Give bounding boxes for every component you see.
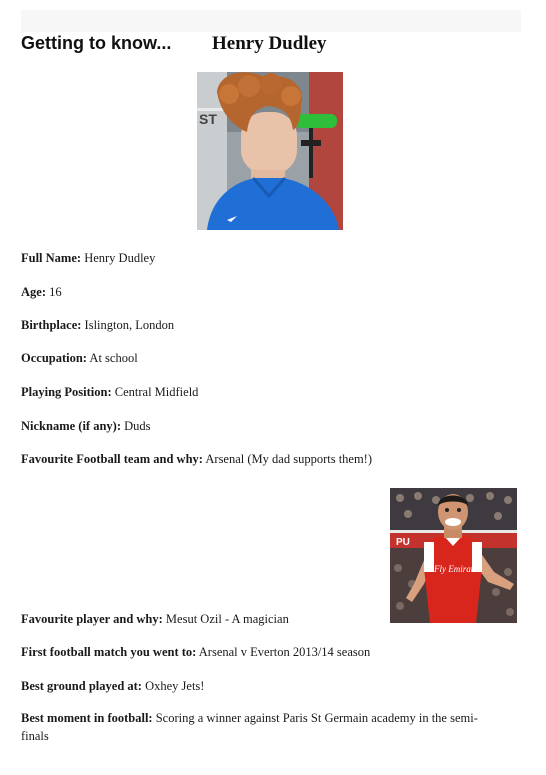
shirt-text: Fly Emirates bbox=[434, 564, 481, 574]
title-name: Henry Dudley bbox=[212, 33, 327, 54]
svg-text:PU: PU bbox=[396, 537, 410, 548]
field-favourite-team bbox=[21, 450, 501, 468]
field-value: Arsenal (My dad supports them!) bbox=[205, 452, 373, 466]
field-playing-position bbox=[21, 383, 501, 401]
field-label: Best ground played at: bbox=[21, 679, 142, 693]
field-best-moment bbox=[21, 709, 491, 745]
field-favourite-player bbox=[21, 610, 501, 628]
field-label: First football match you went to: bbox=[21, 645, 197, 659]
field-value: Scoring a winner against Paris St Germain academy in the semi-finals bbox=[21, 711, 478, 743]
field-label: Birthplace: bbox=[21, 318, 82, 332]
field-label: Age: bbox=[21, 285, 46, 299]
field-value: At school bbox=[89, 351, 138, 365]
field-value: Central Midfield bbox=[114, 385, 199, 399]
field-label: Favourite player and why: bbox=[21, 612, 163, 626]
field-occupation bbox=[21, 349, 501, 367]
field-value: Henry Dudley bbox=[84, 251, 156, 265]
field-label: Occupation: bbox=[21, 351, 87, 365]
field-birthplace bbox=[21, 316, 501, 334]
field-value: Arsenal v Everton 2013/14 season bbox=[198, 645, 371, 659]
favourite-player-photo bbox=[390, 488, 517, 623]
field-label: Playing Position: bbox=[21, 385, 112, 399]
top-bar bbox=[21, 10, 521, 32]
field-value: Mesut Ozil - A magician bbox=[165, 612, 289, 626]
field-age bbox=[21, 283, 501, 301]
title-prefix: Getting to know... bbox=[21, 33, 172, 53]
field-best-ground bbox=[21, 677, 501, 695]
field-value: Oxhey Jets! bbox=[145, 679, 205, 693]
field-label: Favourite Football team and why: bbox=[21, 452, 203, 466]
field-label: Nickname (if any): bbox=[21, 419, 121, 433]
field-value: Duds bbox=[124, 419, 151, 433]
field-label: Full Name: bbox=[21, 251, 82, 265]
field-value: 16 bbox=[49, 285, 62, 299]
field-full-name bbox=[21, 249, 501, 267]
svg-text:ST: ST bbox=[199, 111, 217, 127]
player-photo bbox=[197, 72, 343, 230]
field-value: Islington, London bbox=[84, 318, 175, 332]
field-nickname bbox=[21, 417, 501, 435]
field-first-match bbox=[21, 643, 501, 661]
field-label: Best moment in football: bbox=[21, 711, 153, 725]
page-title bbox=[21, 33, 327, 57]
